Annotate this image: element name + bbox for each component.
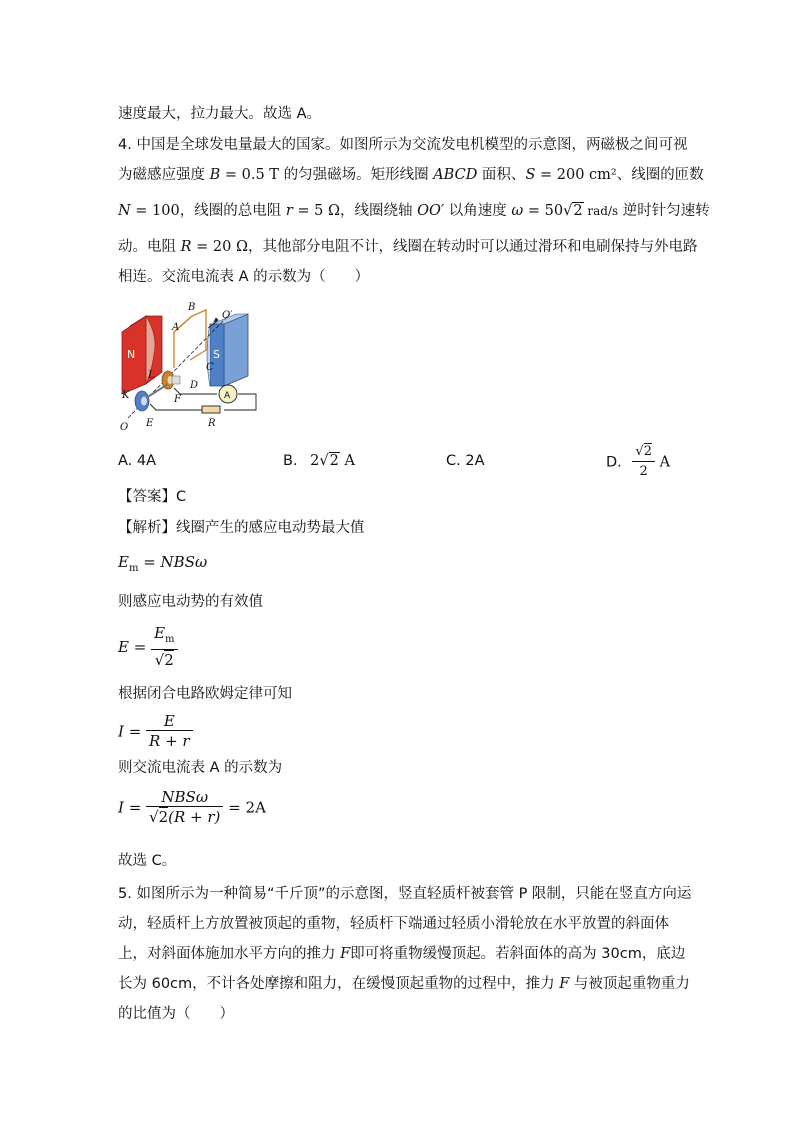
q5-line-4: 长为 60cm，不计各处摩擦和阻力，在缓慢顶起重物的过程中，推力 F 与被顶起重物重力 <box>118 976 690 992</box>
label-d: D <box>190 380 199 391</box>
label-k: K <box>122 390 130 401</box>
option-c: C. 2A <box>446 453 485 469</box>
q4-line-5: 相连。交流电流表 A 的示数为（ ） <box>118 269 370 285</box>
equation-final: I = $\frac{\text{NBSω}}{√2(R + r)}$ = 2A <box>118 788 266 826</box>
q5-line-1: 5. 如图所示为一种简易“千斤顶”的示意图，竖直轻质杆被套管 P 限制，只能在竖直方向运 <box>118 886 692 902</box>
q5-line-2: 动，轻质杆上方放置被顶起的重物，轻质杆下端通过轻质小滑轮放在水平放置的斜面体 <box>118 916 669 932</box>
generator-diagram <box>112 298 262 438</box>
effective-value-text: 则感应电动势的有效值 <box>118 594 263 610</box>
label-r: R <box>208 418 216 429</box>
q5-line-3: 上，对斜面体施加水平方向的推力 F即可将重物缓慢顶起。若斜面体的高为 30cm，底边 <box>118 946 686 962</box>
label-o: O <box>120 422 129 433</box>
label-e: E <box>146 418 154 429</box>
label-c: C <box>206 362 214 373</box>
ammeter-reading-text: 则交流电流表 A 的示数为 <box>118 760 283 776</box>
analysis-line: 【解析】线圈产生的感应电动势最大值 <box>118 520 365 536</box>
conclusion-line: 故选 C。 <box>118 853 177 869</box>
label-l: L <box>148 370 155 381</box>
q4-line-1: 4. 中国是全球发电量最大的国家。如图所示为交流发电机模型的示意图，两磁极之间可视 <box>118 137 688 153</box>
label-s: S <box>213 348 220 361</box>
ohm-law-text: 根据闭合电路欧姆定律可知 <box>118 686 292 702</box>
label-n: N <box>127 348 136 361</box>
q4-line-3: N = 100，线圈的总电阻 r = 5 Ω，线圈绕轴 OO′ 以角速度 ω = 50√2 rad/s 逆时针匀速转 <box>118 203 710 219</box>
option-b: B. 2√2 A <box>283 453 355 469</box>
equation-i: I = $\frac{E}{R + r}$ <box>118 712 193 751</box>
label-a: A <box>172 322 180 333</box>
rectangular-coil <box>174 310 206 368</box>
label-b: B <box>188 302 196 313</box>
option-a: A. 4A <box>118 453 157 469</box>
external-circuit <box>150 385 256 413</box>
q4-line-4: 动。电阻 R = 20 Ω，其他部分电阻不计，线圈在转动时可以通过滑环和电刷保持与外电路 <box>118 239 698 255</box>
equation-em: $E_m = NBS\omega$ <box>118 553 208 574</box>
label-f: F <box>174 394 181 405</box>
prev-answer-tail: 速度最大，拉力最大。故选 A。 <box>118 106 322 122</box>
q4-line-2: 为磁感应强度 B = 0.5 T 的匀强磁场。矩形线圈 ABCD 面积、S = 200 cm²、线圈的匝数 <box>118 167 704 183</box>
label-o-prime: O′ <box>222 310 233 321</box>
option-d: D. $\frac{√2}{2}$ A <box>606 444 671 479</box>
ammeter-label: A <box>224 391 231 401</box>
equation-e: E = $\frac{E_m}{√2}$ <box>118 624 178 670</box>
q5-line-5: 的比值为（ ） <box>118 1006 234 1022</box>
answer-line: 【答案】C <box>118 489 187 505</box>
